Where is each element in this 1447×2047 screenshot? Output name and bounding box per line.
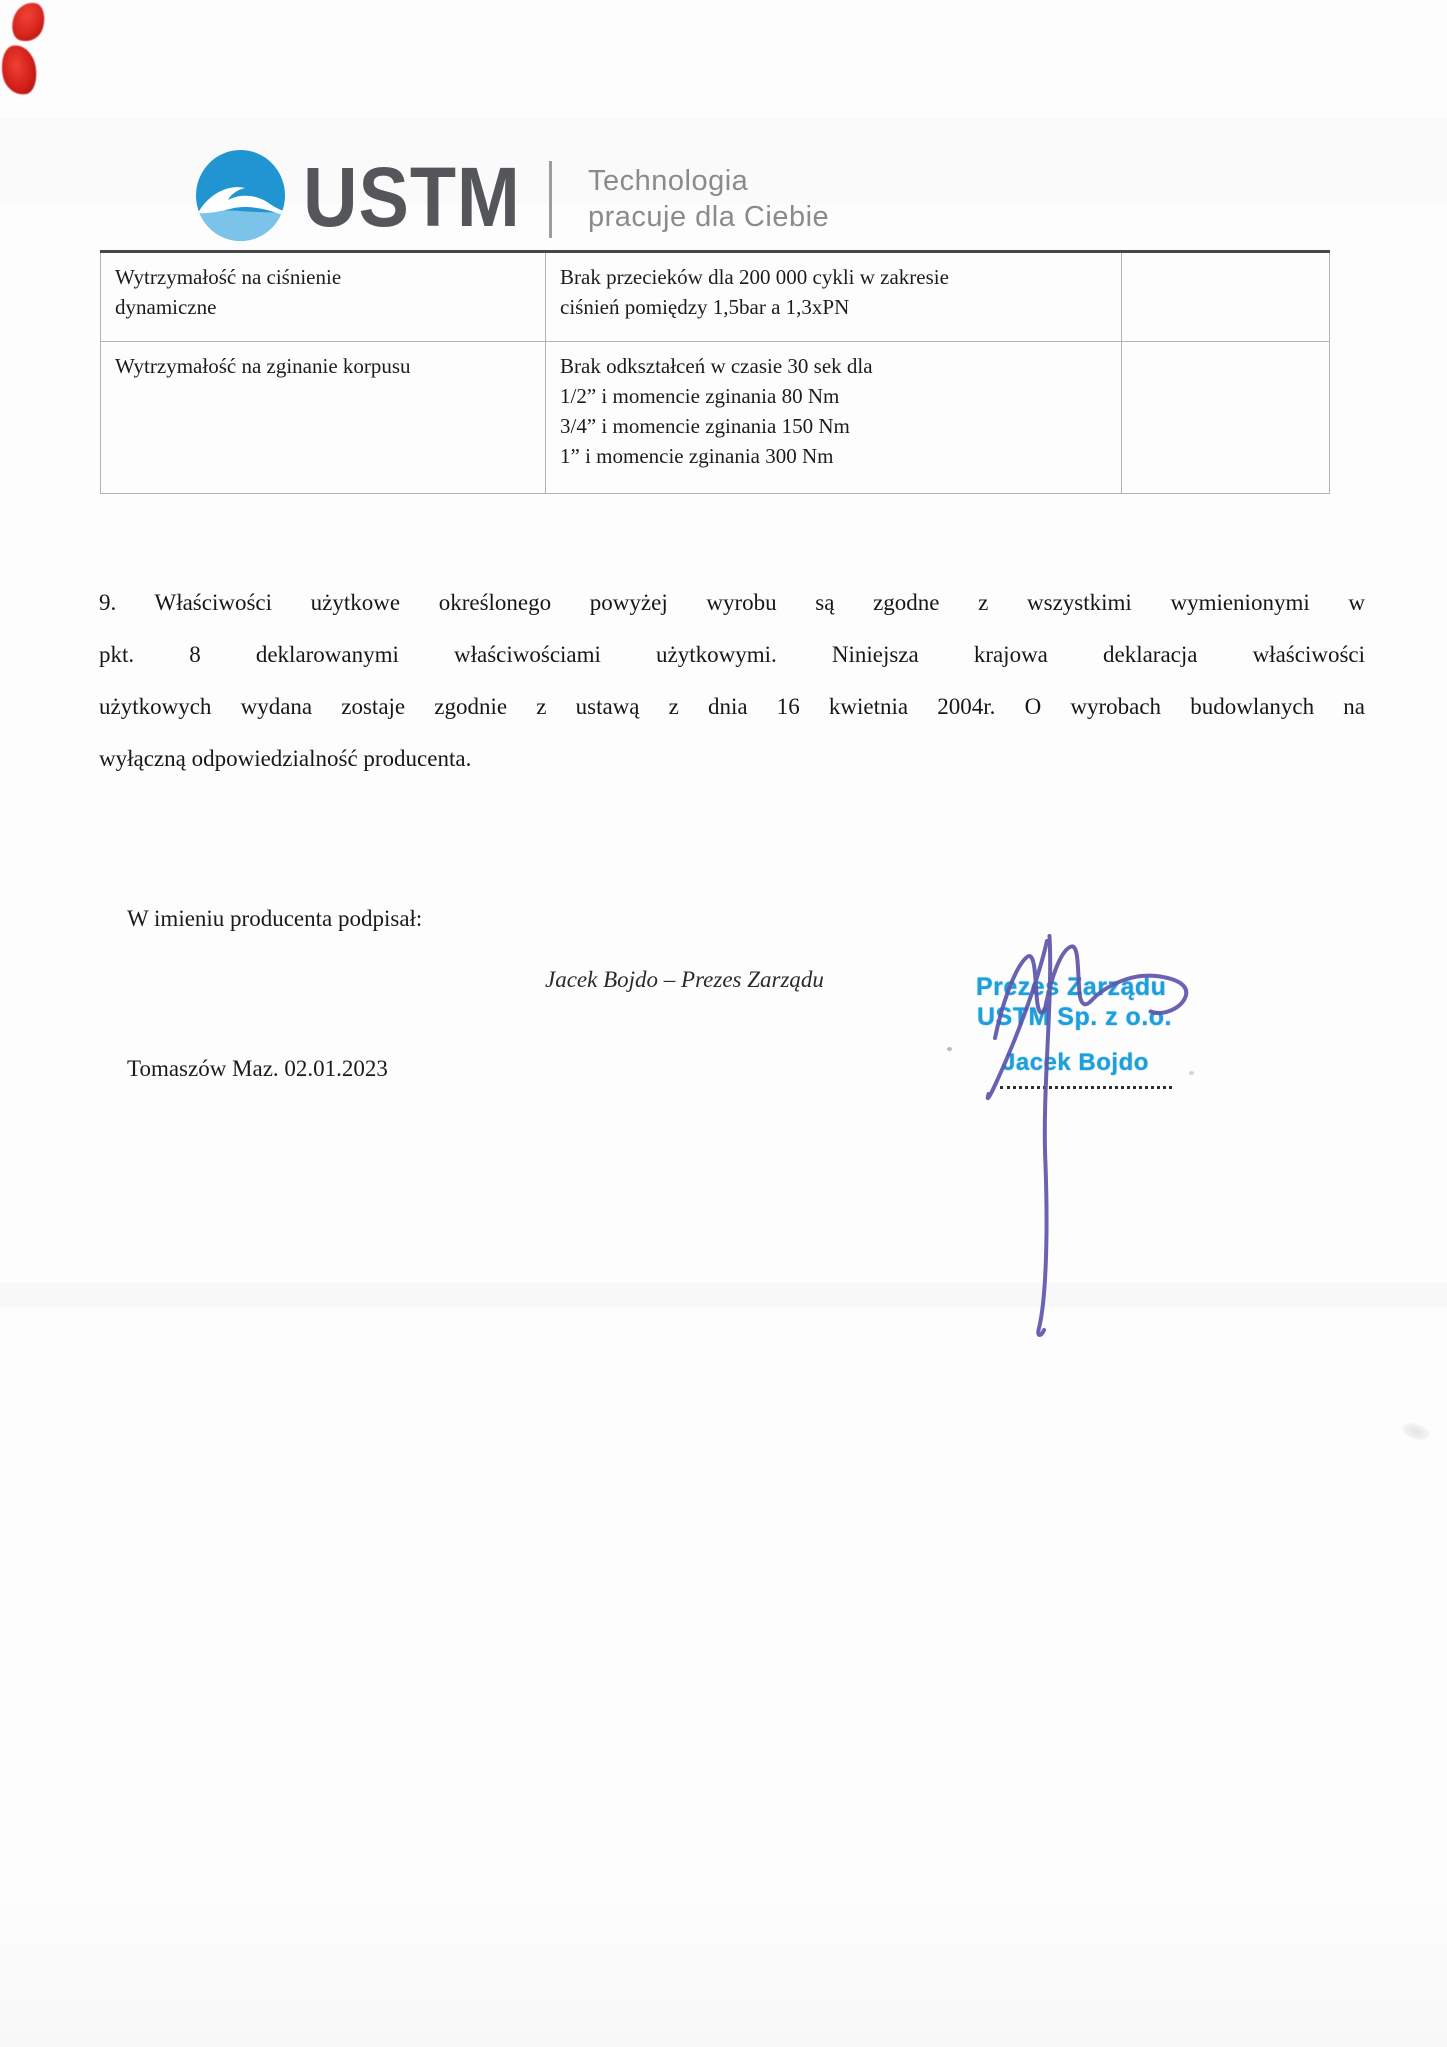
tagline-line-1: Technologia xyxy=(588,165,749,197)
company-stamp-line-1: Prezes Zarządu xyxy=(976,973,1167,1001)
scan-speck xyxy=(1189,1071,1194,1075)
signing-intro: W imieniu producenta podpisał: xyxy=(127,906,423,931)
wave-icon xyxy=(196,150,285,241)
paragraph-9 xyxy=(99,590,1365,798)
cell-line: Wytrzymałość na zginanie korpusu xyxy=(115,354,411,378)
result-cell xyxy=(1122,342,1330,494)
table-row xyxy=(101,342,1330,494)
spec-table xyxy=(100,250,1330,494)
property-cell xyxy=(101,252,546,342)
scan-shading-band xyxy=(0,1887,1447,2047)
company-stamp-line-3: Jacek Bojdo xyxy=(1002,1049,1149,1076)
company-stamp-line-2: USTM Sp. z o.o. xyxy=(977,1003,1172,1031)
requirement-cell xyxy=(546,252,1122,342)
cell-line: dynamiczne xyxy=(115,295,217,319)
cell-line: ciśnień pomiędzy 1,5bar a 1,3xPN xyxy=(560,295,850,319)
property-cell xyxy=(101,342,546,494)
cell-line: Brak przecieków dla 200 000 cykli w zakresie xyxy=(560,265,949,289)
red-corner-mark xyxy=(0,42,40,97)
cell-line: 1/2” i momencie zginania 80 Nm xyxy=(560,384,840,408)
brand-wordmark: USTM xyxy=(303,150,521,244)
scan-smudge xyxy=(1400,1420,1431,1443)
table-row xyxy=(101,252,1330,342)
logo-tagline xyxy=(588,163,829,235)
cell-line: 3/4” i momencie zginania 150 Nm xyxy=(560,414,850,438)
signature-dotted-line xyxy=(1000,1073,1172,1089)
logo-divider xyxy=(549,161,552,238)
result-cell xyxy=(1122,252,1330,342)
paragraph-line: wyłączną odpowiedzialność producenta. xyxy=(99,746,472,771)
paragraph-line: 9. Właściwości użytkowe określonego powyżej wyrobu są zgodne z wszystkimi wymienionymi w xyxy=(99,590,1365,615)
cell-line: Wytrzymałość na ciśnienie xyxy=(115,265,342,289)
red-corner-mark xyxy=(8,0,49,45)
tagline-line-2: pracuje dla Ciebie xyxy=(588,201,830,233)
signer-name-line: Jacek Bojdo – Prezes Zarządu xyxy=(545,967,824,992)
cell-line: 1” i momencie zginania 300 Nm xyxy=(560,444,834,468)
paragraph-line: pkt. 8 deklarowanymi właściwościami użytkowymi. Niniejsza krajowa deklaracja właściwości xyxy=(99,642,1365,667)
cell-line: Brak odkształceń w czasie 30 sek dla xyxy=(560,354,873,378)
scan-speck xyxy=(947,1047,952,1051)
requirement-cell xyxy=(546,342,1122,494)
paragraph-line: użytkowych wydana zostaje zgodnie z ustawą z dnia 16 kwietnia 2004r. O wyrobach budowlanych na xyxy=(99,694,1365,719)
place-date: Tomaszów Maz. 02.01.2023 xyxy=(127,1056,388,1081)
scan-shading-band xyxy=(0,1283,1447,1307)
